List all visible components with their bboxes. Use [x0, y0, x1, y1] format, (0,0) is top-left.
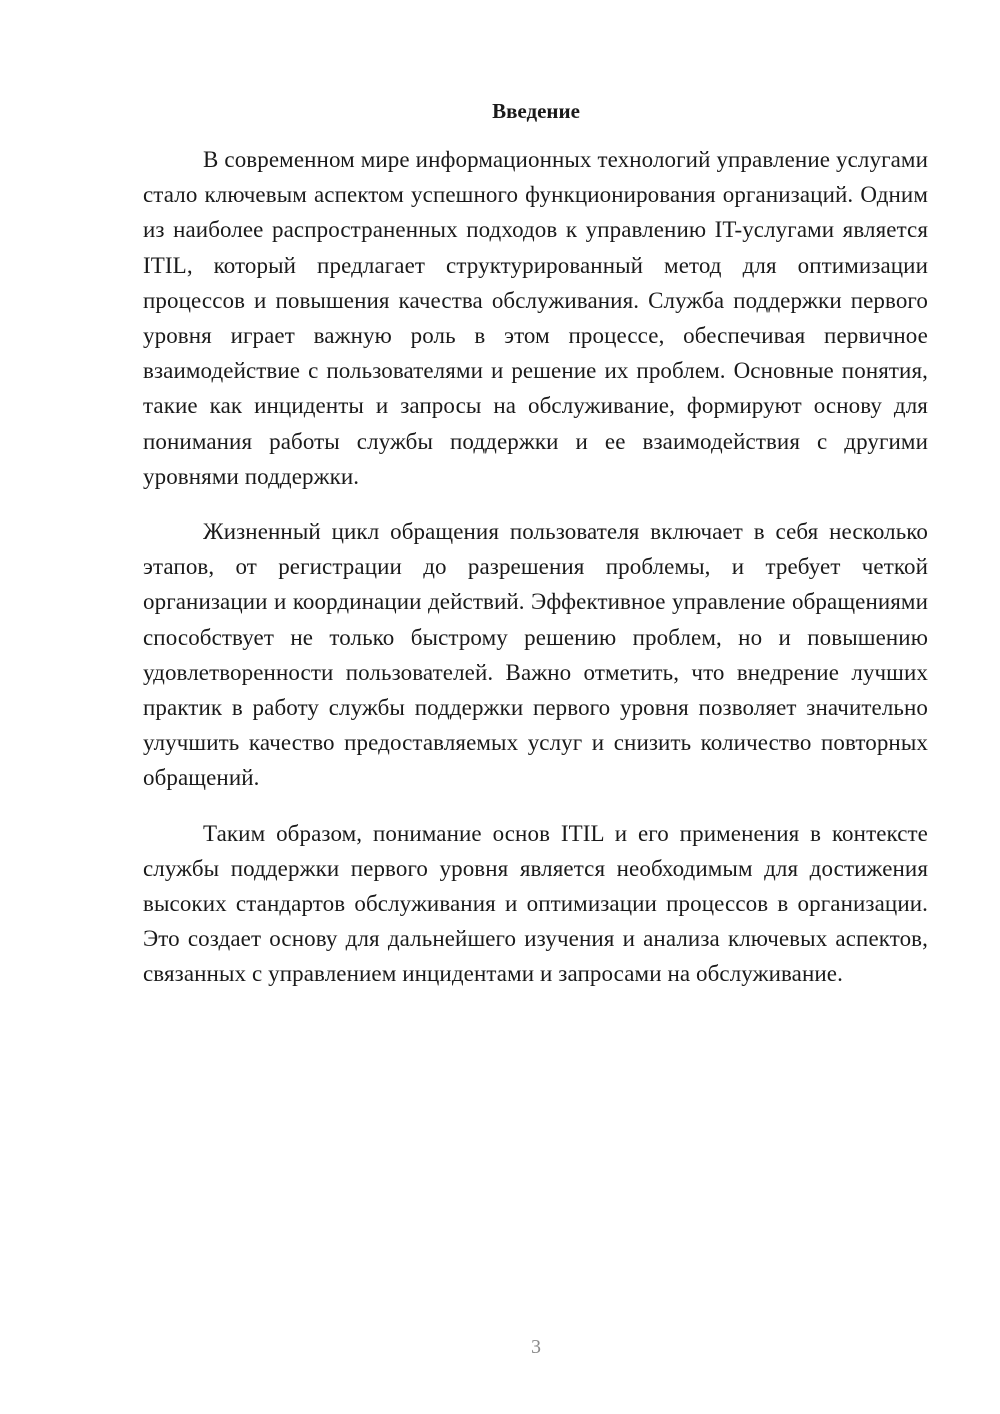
paragraph-1: В современном мире информационных технологий управление услугами стало ключевым аспектом успешного функционирования организаций. Одним из наиболее распространенных подходов к управлению IT-услугами является ITIL, который предлагает структурированный метод для оптимизации процессов и повышения качества обслуживания. Служба поддержки первого уровня играет важную роль в этом процессе, обеспечивая первичное взаимодействие с пользователями и решение их проблем. Основные понятия, такие как инциденты и запросы на обслуживание, формируют основу для понимания работы службы поддержки и ее взаимодействия с другими уровнями поддержки. — [143, 147, 928, 489]
page-number: 3 — [531, 1336, 541, 1358]
section-title: Введение — [492, 99, 580, 123]
body-text — [143, 142, 928, 1012]
paragraph-2: Жизненный цикл обращения пользователя включает в себя несколько этапов, от регистрации до разрешения проблемы, и требует четкой организации и координации действий. Эффективное управление обращениями способствует не только быстрому решению проблем, но и повышению удовлетворенности пользователей. Важно отметить, что внедрение лучших практик в работу службы поддержки первого уровня позволяет значительно улучшить качество предоставляемых услуг и снизить количество повторных обращений. — [143, 519, 928, 791]
paragraph-3: Таким образом, понимание основ ITIL и его применения в контексте службы поддержки первого уровня является необходимым для достижения высоких стандартов обслуживания и оптимизации процессов в организации. Это создает основу для дальнейшего изучения и анализа ключевых аспектов, связанных с управлением инцидентами и запросами на обслуживание. — [143, 820, 928, 987]
